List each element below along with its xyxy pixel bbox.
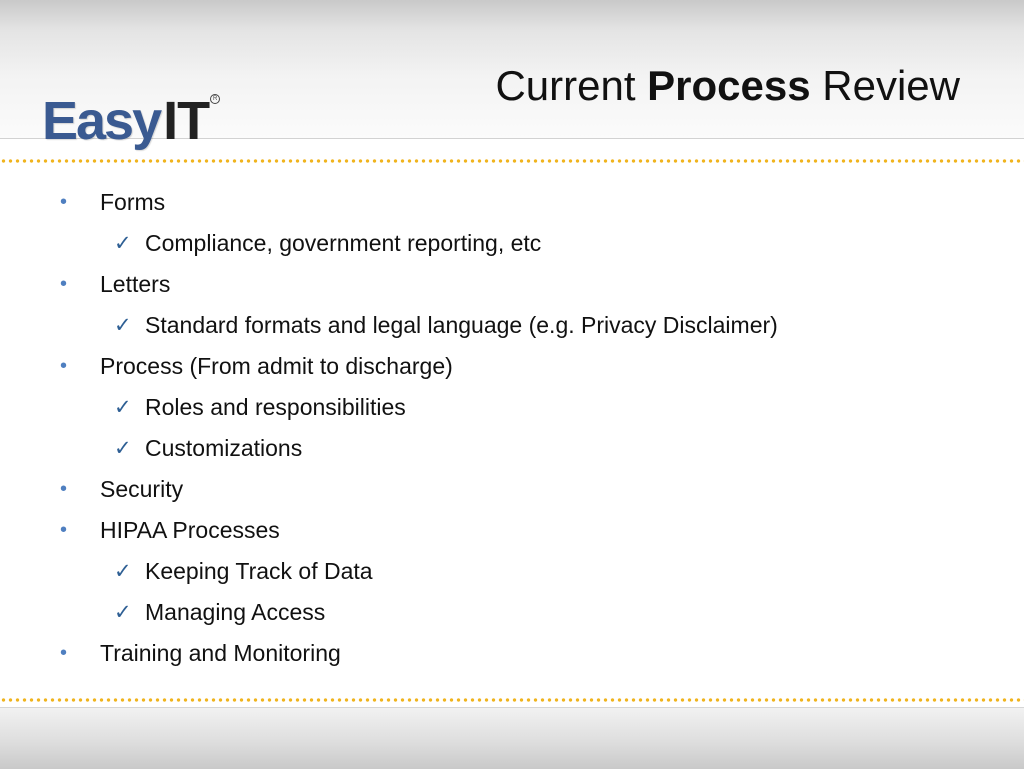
- list-item-text: Keeping Track of Data: [145, 558, 373, 584]
- title-part-regular-end: Review: [810, 62, 960, 109]
- list-item: [0, 305, 1024, 346]
- checkmark-icon: ✓: [114, 560, 132, 583]
- bottom-dotted-divider: [0, 698, 1024, 702]
- list-item-text: Security: [100, 476, 184, 502]
- title-part-regular: Current: [495, 62, 648, 109]
- list-item-text: Standard formats and legal language (e.g. Privacy Disclaimer): [145, 312, 778, 338]
- list-item-text: Training and Monitoring: [100, 640, 341, 666]
- checkmark-icon: ✓: [114, 232, 132, 255]
- list-item-text: Compliance, government reporting, etc: [145, 230, 542, 256]
- list-item-text: Managing Access: [145, 599, 326, 625]
- list-item-text: Forms: [100, 189, 166, 215]
- list-item: [0, 551, 1024, 592]
- list-item: [0, 264, 1024, 305]
- list-item-text: Process (From admit to discharge): [100, 353, 453, 379]
- bullet-dot-icon: •: [60, 642, 68, 664]
- list-item: [0, 182, 1024, 223]
- list-item: [0, 510, 1024, 551]
- logo-easy-text: Easy: [42, 91, 161, 151]
- list-item-text: Letters: [100, 271, 171, 297]
- bullet-dot-icon: •: [60, 273, 68, 295]
- checkmark-icon: ✓: [114, 601, 132, 624]
- slide-title: [495, 60, 960, 112]
- checkmark-icon: ✓: [114, 396, 132, 419]
- bullet-list: [0, 182, 1024, 674]
- registered-mark-icon: R: [210, 94, 220, 104]
- bullet-dot-icon: •: [60, 478, 68, 500]
- list-item: [0, 346, 1024, 387]
- bullet-dot-icon: •: [60, 519, 68, 541]
- list-item: [0, 592, 1024, 633]
- checkmark-icon: ✓: [114, 314, 132, 337]
- easyit-logo: [42, 86, 220, 151]
- top-dotted-divider: [0, 159, 1024, 163]
- list-item: [0, 223, 1024, 264]
- list-item-text: Customizations: [145, 435, 303, 461]
- bullet-dot-icon: •: [60, 191, 68, 213]
- list-item-text: Roles and responsibilities: [145, 394, 406, 420]
- title-part-bold: Process: [647, 62, 811, 109]
- bullet-dot-icon: •: [60, 355, 68, 377]
- checkmark-icon: ✓: [114, 437, 132, 460]
- list-item: [0, 633, 1024, 674]
- list-item-text: HIPAA Processes: [100, 517, 280, 543]
- footer-band: [0, 707, 1024, 769]
- list-item: [0, 387, 1024, 428]
- list-item: [0, 428, 1024, 469]
- logo-it-text: IT: [163, 91, 210, 151]
- list-item: [0, 469, 1024, 510]
